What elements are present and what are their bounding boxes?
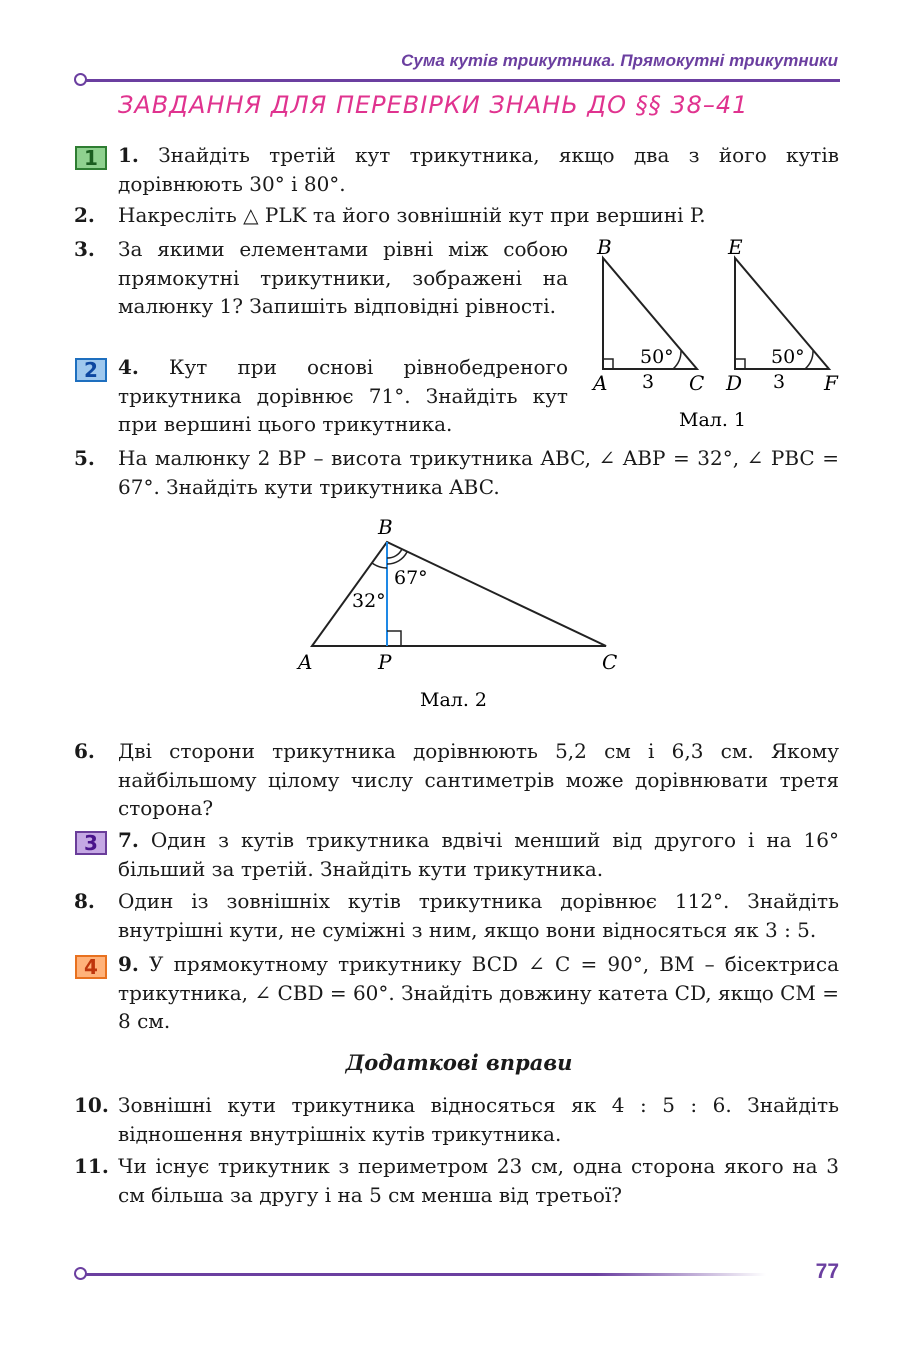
task-number: 1.: [118, 143, 139, 167]
task-8: Один із зовнішніх кутів трикутника дорівнює 112°. Знайдіть внутрішні кути, не суміжні з ним, якщо вони відносяться як 3 : 5.: [118, 889, 839, 942]
figure-caption: Мал. 1: [679, 409, 747, 431]
task-number: 11.: [74, 1154, 109, 1178]
task-text: У прямокутному трикутнику BCD ∠ C = 90°, BM – бісектриса трикутника, ∠ CBD = 60°. Знайдіть довжину катета CD, якщо CM = 8 см.: [118, 952, 839, 1033]
task-5: На малюнку 2 BP – висота трикутника ABC, ∠ ABP = 32°, ∠ PBC = 67°. Знайдіть кути трикутника ABC.: [118, 446, 839, 499]
angle-label: 50°: [771, 346, 805, 368]
extra-exercises-heading: Додаткові вправи: [345, 1050, 573, 1075]
task-number: 2.: [74, 203, 95, 227]
vertex-label: P: [378, 650, 392, 674]
task-10: Зовнішні кути трикутника відносяться як 4 : 5 : 6. Знайдіть відношення внутрішніх кутів трикутника.: [118, 1093, 839, 1146]
vertex-label: C: [602, 650, 618, 674]
vertex-label: D: [726, 371, 743, 395]
task-11: Чи існує трикутник з периметром 23 см, одна сторона якого на 3 см більша за другу і на 5 см менша від третьої?: [118, 1154, 839, 1207]
level-3-badge: 3: [75, 831, 107, 855]
task-9: [118, 950, 839, 1036]
task-number: 9.: [118, 952, 139, 976]
angle-arc: [387, 549, 402, 558]
task-text: Знайдіть третій кут трикутника, якщо два з його кутів дорівнюють 30° і 80°.: [118, 143, 840, 196]
figure-caption: Мал. 2: [420, 689, 488, 711]
angle-label: 50°: [640, 346, 674, 368]
task-4: [118, 353, 568, 439]
level-2-badge: 2: [75, 358, 107, 382]
task-text: Один з кутів трикутника вдвічі менший від другого і на 16° більший за третій. Знайдіть кути трикутника.: [118, 828, 839, 881]
figure-1: [585, 232, 845, 442]
header-rule: [86, 79, 840, 82]
task-number: 3.: [74, 237, 95, 261]
triangle-def: [725, 235, 839, 395]
level-4-badge: 4: [75, 955, 107, 979]
angle-label: 67°: [394, 567, 428, 589]
task-number: 5.: [74, 446, 95, 470]
side-label: 3: [773, 371, 786, 393]
angle-arc: [372, 563, 387, 568]
vertex-label: A: [593, 371, 608, 395]
side-label: 3: [642, 371, 655, 393]
task-number: 6.: [74, 739, 95, 763]
running-header: Сума кутів трикутника. Прямокутні трикутники: [401, 51, 838, 70]
vertex-label: A: [298, 650, 313, 674]
vertex-label: B: [378, 515, 393, 539]
task-text: Кут при основі рівнобедреного трикутника дорівнює 71°. Знайдіть кут при вершині цього трикутника.: [118, 355, 569, 436]
vertex-label: F: [824, 371, 838, 395]
right-angle-mark: [387, 631, 401, 646]
task-number: 4.: [118, 355, 139, 379]
vertex-label: C: [689, 371, 705, 395]
section-title: ЗАВДАННЯ ДЛЯ ПЕРЕВІРКИ ЗНАНЬ ДО §§ 38–41: [118, 91, 749, 119]
figure-2: [290, 512, 630, 717]
task-6: Дві сторони трикутника дорівнюють 5,2 см і 6,3 см. Якому найбільшому цілому числу сантиметрів може дорівнювати третя сторона?: [118, 739, 839, 820]
footer-rule: [86, 1273, 766, 1276]
task-3: За якими елементами рівні між собою прямокутні трикутники, зображені на малюнку 1? Запишіть відповідні рівності.: [118, 237, 568, 318]
level-1-badge: 1: [75, 146, 107, 170]
task-number: 8.: [74, 889, 95, 913]
angle-label: 32°: [352, 590, 386, 612]
task-1: [118, 141, 839, 198]
task-number: 7.: [118, 828, 139, 852]
task-2: Накресліть △ PLK та його зовнішній кут при вершині P.: [118, 203, 706, 227]
task-number: 10.: [74, 1093, 109, 1117]
page-number: 77: [815, 1260, 839, 1283]
triangle-abc: [591, 235, 704, 395]
vertex-label: B: [597, 235, 612, 259]
vertex-label: E: [728, 235, 743, 259]
task-7: [118, 826, 839, 883]
